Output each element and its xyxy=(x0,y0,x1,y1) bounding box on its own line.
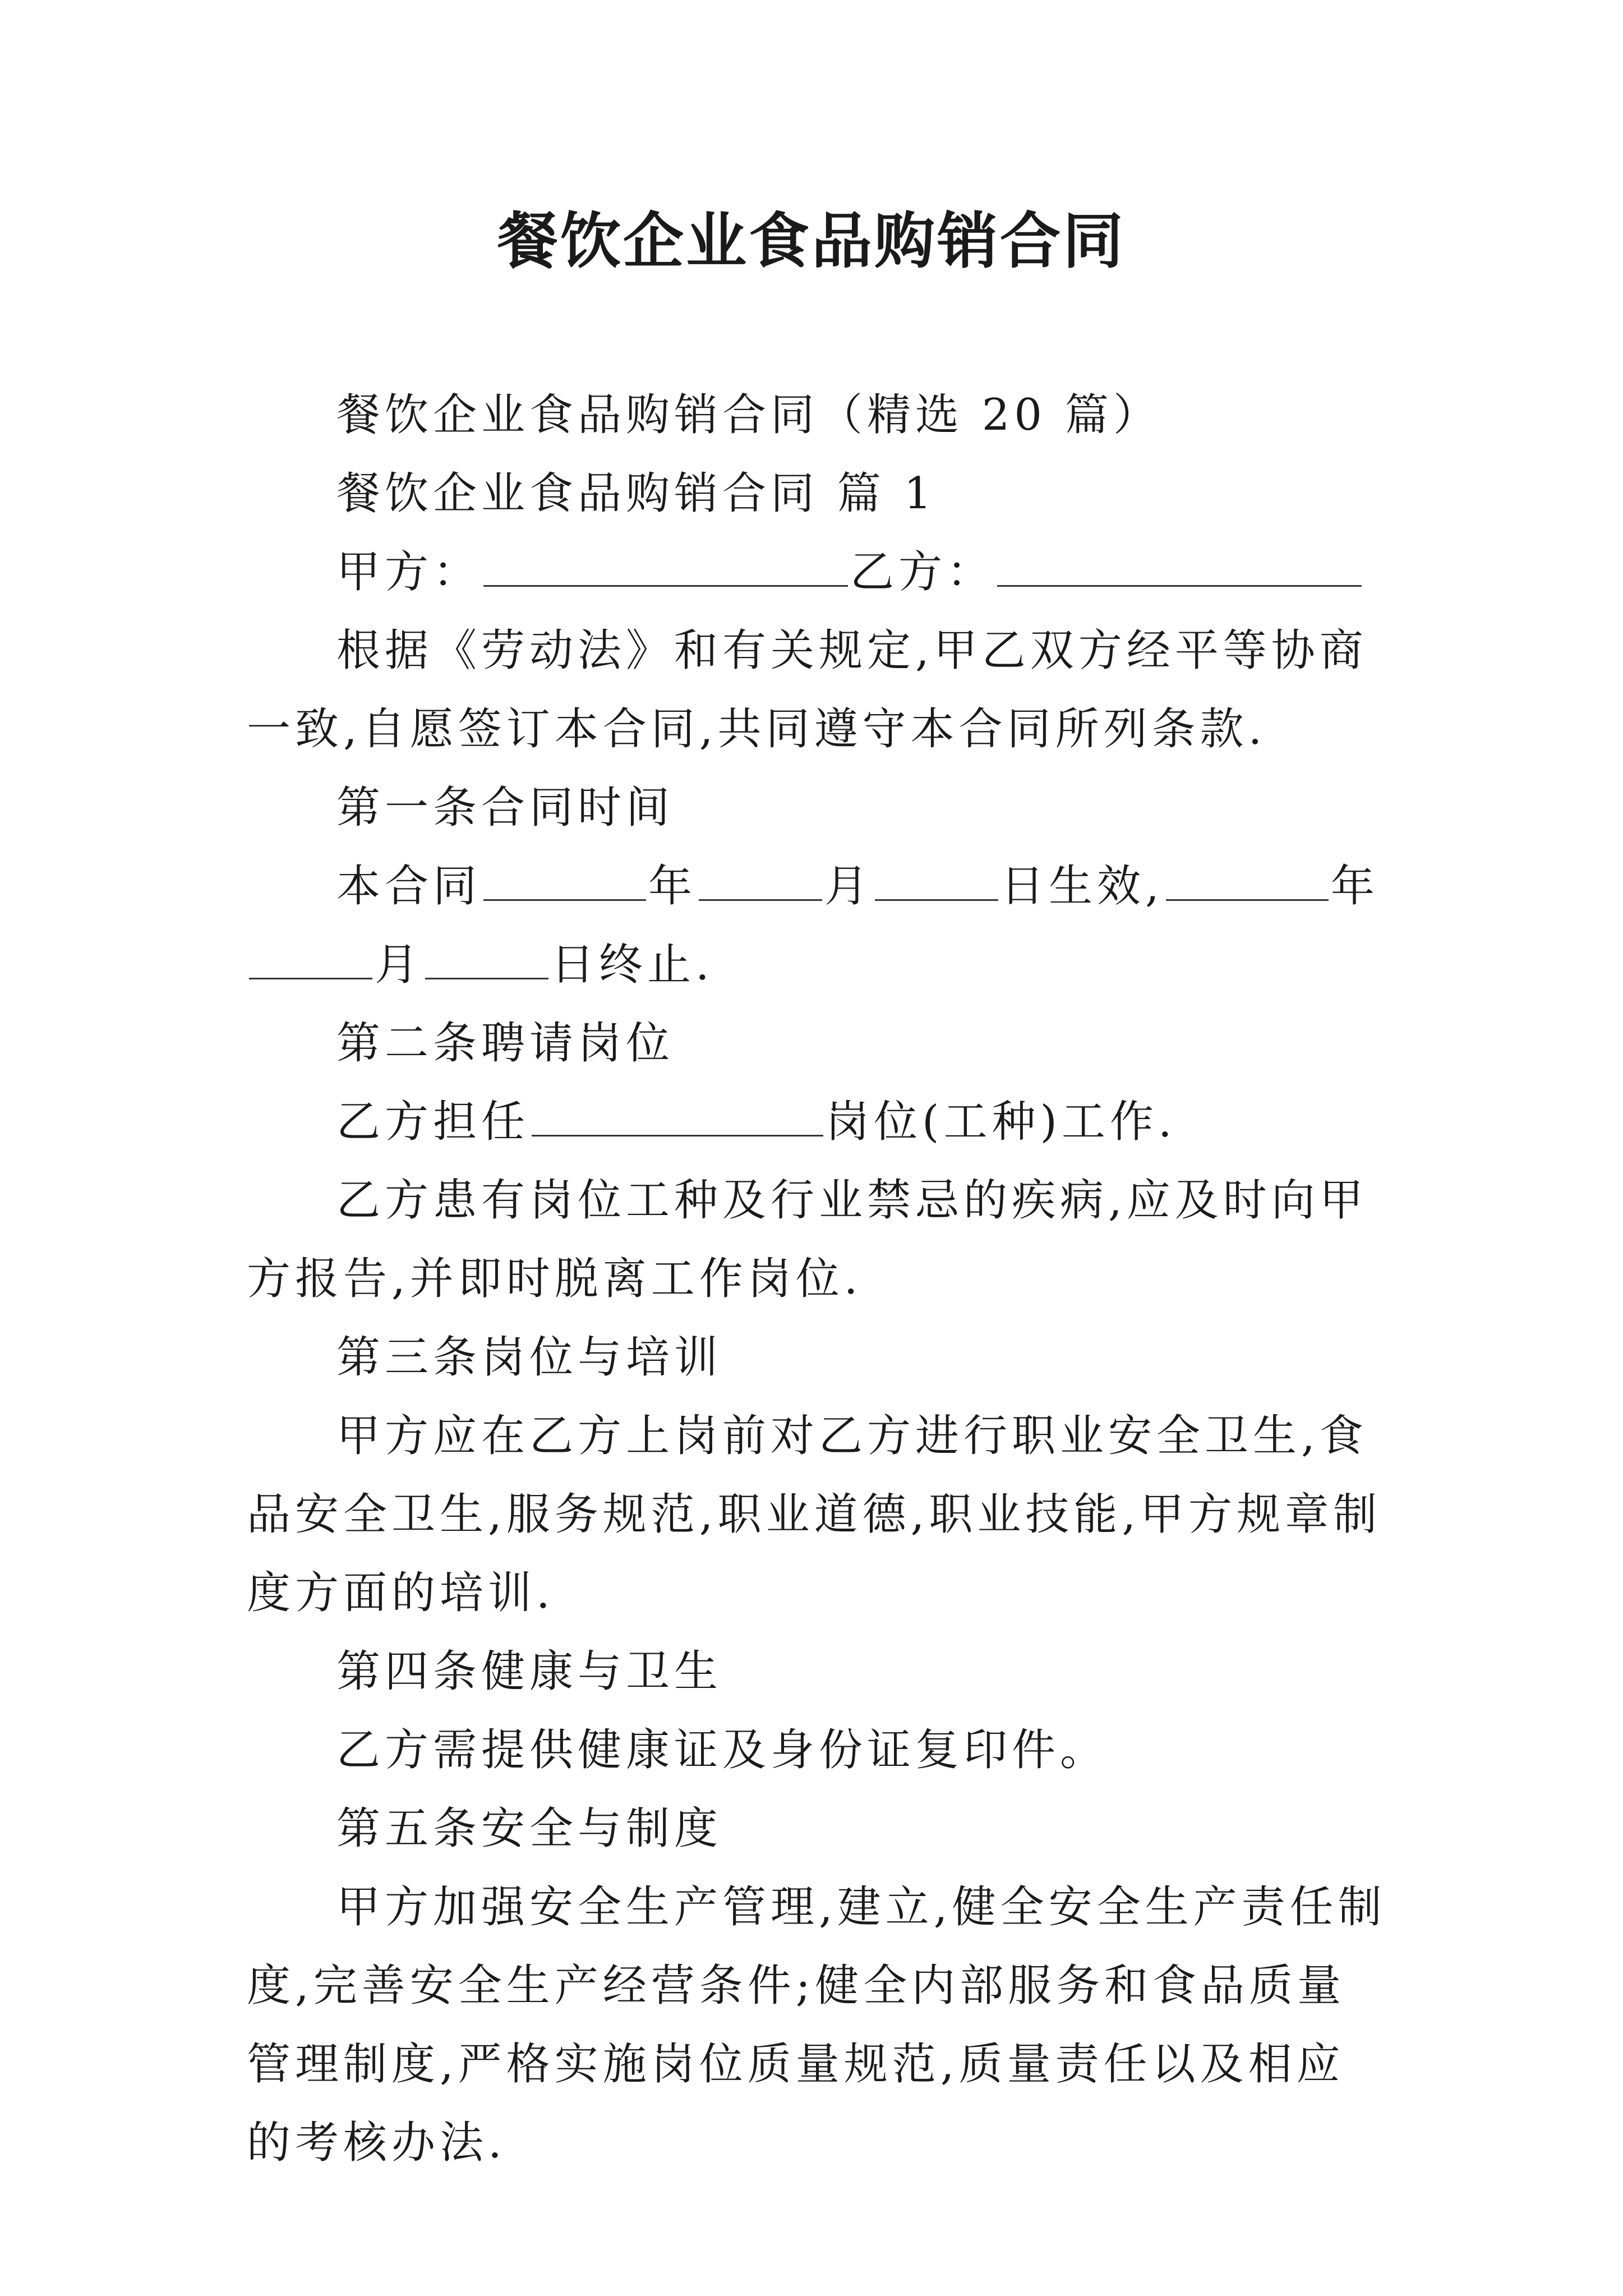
article5-paragraph: 甲方加强安全生产管理,建立,健全安全生产责任制度,完善安全生产经营条件;健全内部服务和食品质量管理制度,严格实施岗位质量规范,质量责任以及相应的考核办法. xyxy=(247,1882,1386,2168)
party-b-blank xyxy=(997,546,1362,587)
party-b-label: 乙方： xyxy=(850,547,995,597)
end-month-blank xyxy=(249,938,372,979)
document-subtitle: 餐饮企业食品购销合同（精选 20 篇） xyxy=(336,390,1161,440)
party-a-blank xyxy=(483,546,848,587)
article2-illness-paragraph: 乙方患有岗位工种及行业禁忌的疾病,应及时向甲方报告,并即时脱离工作岗位. xyxy=(247,1175,1368,1304)
end-month-label: 月 xyxy=(375,940,423,990)
parties-line xyxy=(247,533,1391,611)
intro-paragraph: 根据《劳动法》和有关规定,甲乙双方经平等协商一致,自愿签订本合同,共同遵守本合同所列条款. xyxy=(247,625,1368,754)
article1-prefix: 本合同 xyxy=(336,861,482,912)
article1-heading: 第一条合同时间 xyxy=(336,783,675,833)
article3-paragraph: 甲方应在乙方上岗前对乙方进行职业安全卫生,食品安全卫生,服务规范,职业道德,职业技能,甲方规章制度方面的培训. xyxy=(247,1411,1382,1618)
position-prefix: 乙方担任 xyxy=(336,1097,530,1147)
position-suffix: 岗位(工种)工作. xyxy=(826,1097,1177,1147)
section-heading: 餐饮企业食品购销合同 篇 1 xyxy=(336,468,937,519)
article3-heading: 第三条岗位与培训 xyxy=(336,1332,723,1383)
position-blank xyxy=(532,1096,823,1137)
start-year-blank xyxy=(483,860,646,901)
end-day-blank xyxy=(425,938,548,979)
article5-heading: 第五条安全与制度 xyxy=(336,1803,723,1854)
document-title: 餐饮企业食品购销合同 xyxy=(497,206,1126,277)
end-year-blank xyxy=(1166,860,1329,901)
article2-position-line xyxy=(247,1083,1391,1161)
party-a-label: 甲方： xyxy=(336,547,482,597)
start-day-blank xyxy=(875,860,998,901)
start-day-label: 日生效, xyxy=(1000,861,1164,912)
article1-term-line xyxy=(247,847,1391,1004)
end-day-label: 日终止. xyxy=(551,940,714,990)
start-year-label: 年 xyxy=(648,861,697,912)
article2-heading: 第二条聘请岗位 xyxy=(336,1018,675,1069)
end-year-label: 年 xyxy=(1330,861,1379,912)
start-month-blank xyxy=(699,860,822,901)
article4-paragraph: 乙方需提供健康证及身份证复印件。 xyxy=(336,1725,1109,1775)
start-month-label: 月 xyxy=(824,861,873,912)
article4-heading: 第四条健康与卫生 xyxy=(336,1646,723,1697)
document-body xyxy=(247,376,1391,2182)
